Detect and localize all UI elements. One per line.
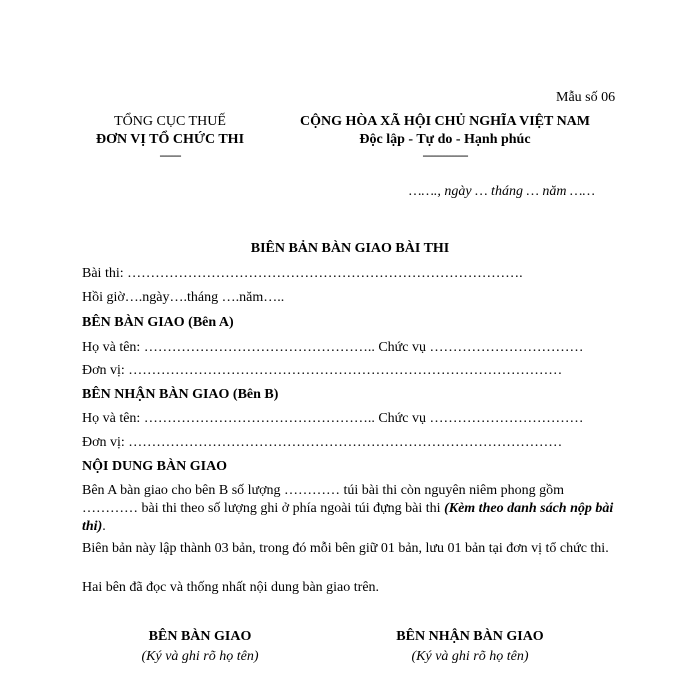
attachment-note: (Kèm theo danh sách nộp bài thi) — [82, 501, 614, 534]
form-number: Mẫu số 06 — [556, 90, 616, 105]
party-a-signature-title: BÊN BÀN GIAO — [148, 629, 252, 644]
copies-paragraph: Biên bản này lập thành 03 bản, trong đó mỗi bên giữ 01 bản, lưu 01 bản tại đơn vị tổ chức thi. — [82, 541, 609, 556]
party-a-name-position-field: Họ và tên: ………………………………………….. Chức vụ …………………………… — [82, 340, 584, 355]
handover-content-heading: NỘI DUNG BÀN GIAO — [82, 459, 228, 474]
issuing-agency-header — [80, 113, 260, 161]
national-motto: Độc lập - Tự do - Hạnh phúc — [359, 132, 531, 147]
country-name: CỘNG HÒA XÃ HỘI CHỦ NGHĨA VIỆT NAM — [299, 114, 590, 129]
handover-end: . — [102, 519, 106, 534]
national-header — [270, 113, 620, 161]
party-b-name-position-field: Họ và tên: ………………………………………….. Chức vụ …………………………… — [82, 411, 584, 426]
party-a-signature-block — [110, 627, 290, 667]
party-b-unit-field: Đơn vị: ………………………………………………………………………………… — [82, 435, 563, 450]
exam-field: Bài thi: …………………………………………………………………………. — [82, 266, 523, 281]
party-b-signature-title: BÊN NHẬN BÀN GIAO — [396, 629, 544, 644]
document-title: BIÊN BẢN BÀN GIAO BÀI THI — [250, 241, 450, 256]
exam-unit-name: ĐƠN VỊ TỔ CHỨC THI — [95, 132, 245, 147]
party-b-signature-block — [370, 627, 570, 667]
handover-time-field: Hồi giờ….ngày….tháng ….năm….. — [82, 290, 285, 305]
date-line: ……., ngày … tháng … năm …… — [409, 184, 595, 199]
party-b-heading: BÊN NHẬN BÀN GIAO (Bên B) — [82, 387, 279, 402]
party-a-signature-note: (Ký và ghi rõ họ tên) — [141, 649, 259, 664]
agency-divider: ------- — [159, 148, 181, 162]
party-a-heading: BÊN BÀN GIAO (Bên A) — [82, 315, 234, 330]
agency-name: TỔNG CỤC THUẾ — [114, 114, 226, 129]
handover-text: Bên A bàn giao cho bên B số lượng ………… túi bài thi còn nguyên niêm phong gồm ………… bài thi theo số lượng ghi ở phía ngoài túi đựng bài thi — [82, 483, 565, 516]
motto-divider: --------------- — [422, 148, 468, 162]
agreement-paragraph: Hai bên đã đọc và thống nhất nội dung bàn giao trên. — [82, 580, 380, 595]
party-a-unit-field: Đơn vị: ………………………………………………………………………………… — [82, 363, 563, 378]
handover-paragraph — [82, 482, 622, 536]
party-b-signature-note: (Ký và ghi rõ họ tên) — [411, 649, 529, 664]
